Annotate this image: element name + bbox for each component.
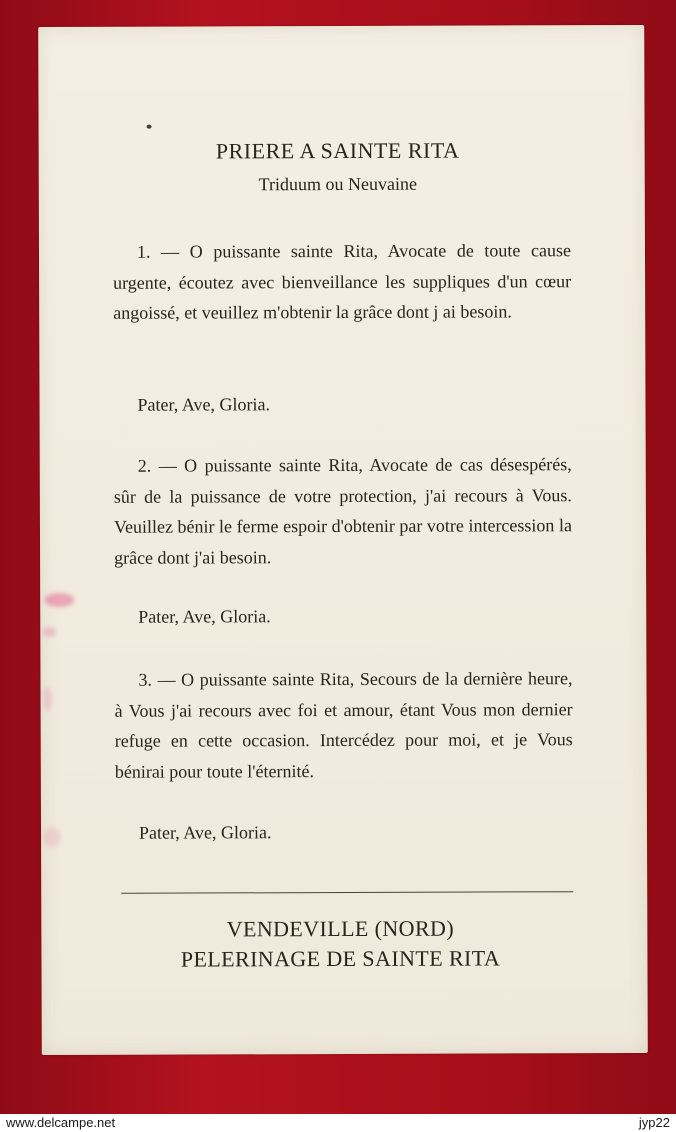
divider-rule — [121, 891, 573, 894]
watermark-user: jyp22 — [638, 1115, 670, 1130]
prayer-refrain-1: Pater, Ave, Gloria. — [137, 394, 270, 415]
card-title: PRIERE A SAINTE RITA — [215, 137, 460, 164]
footer-pilgrimage: PELERINAGE DE SAINTE RITA — [180, 945, 501, 972]
prayer-paragraph-1: 1. — O puissante sainte Rita, Avocate de toute cause urgente, écoutez avec bienveillance les suppliques d'un cœur angoissé, et veuillez m'obtenir la grâce dont j ai besoin. — [113, 240, 572, 323]
footer-location: VENDEVILLE (NORD) — [226, 915, 455, 942]
paper-speck — [147, 125, 152, 129]
ink-stain — [42, 627, 56, 637]
ink-stain — [44, 593, 74, 607]
watermark-site: www.delcampe.net — [6, 1115, 116, 1130]
prayer-refrain-3: Pater, Ave, Gloria. — [138, 822, 272, 843]
ink-stain — [43, 827, 61, 847]
prayer-card — [38, 25, 648, 1055]
prayer-paragraph-3: 3. — O puissante sainte Rita, Secours de la dernière heure, à Vous j'ai recours avec foi et amour, étant Vous mon dernier refuge en cette occasion. Intercédez pour moi, et je Vous bénirai pour toute l'éternité. — [114, 668, 573, 782]
prayer-paragraph-2: 2. — O puissante sainte Rita, Avocate de cas désespérés, sûr de la puissance de votre protection, j'ai recours à Vous. Veuillez bénir le ferme espoir d'obtenir par votre intercession la grâce dont j'ai besoin. — [113, 454, 572, 568]
prayer-refrain-2: Pater, Ave, Gloria. — [138, 606, 271, 627]
card-subtitle: Triduum ou Neuvaine — [258, 173, 417, 195]
ink-stain — [43, 687, 53, 711]
